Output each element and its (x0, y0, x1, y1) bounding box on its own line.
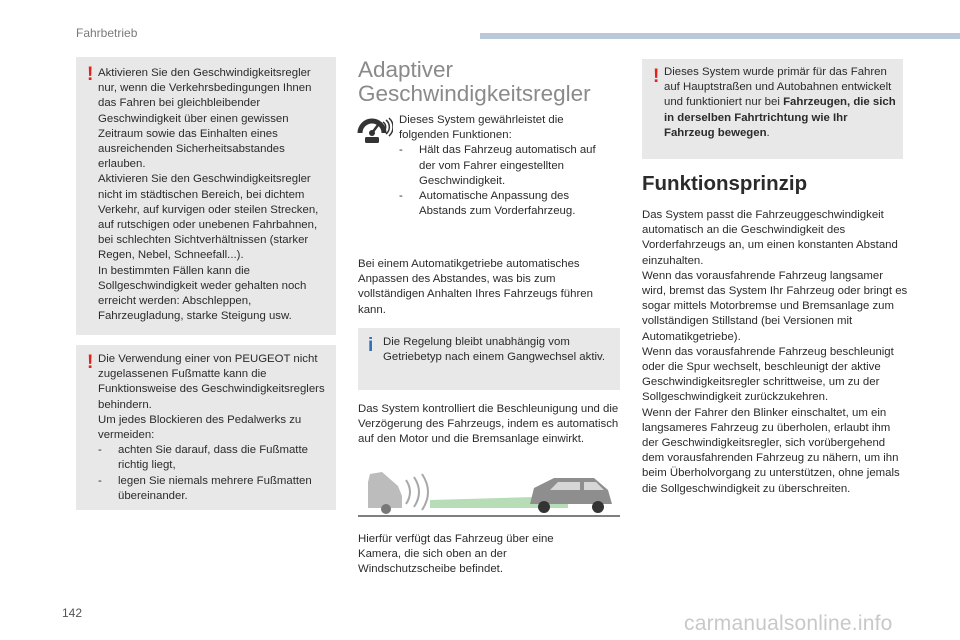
header-bar (480, 33, 960, 39)
list-item: - achten Sie darauf, dass die Fußmatte richtig liegt, (98, 444, 308, 472)
warning-box-1 (76, 57, 336, 335)
list-item: - Automatische Anpassung des Abstands zum Vorderfahrzeug. (399, 190, 576, 218)
automatic-gearbox-paragraph: Bei einem Automatikgetriebe automatisches Anpassen des Abstandes, was bis zum vollständigen Anhalten Ihres Fahrzeugs führen kann. (358, 258, 593, 316)
warning-3-bold-text: Fahrzeugen, die sich in derselben Fahrtrichtung wie Ihr Fahrzeug bewegen (664, 96, 896, 139)
warning-box-2 (76, 345, 336, 510)
section-heading: Funktionsprinzip (642, 172, 808, 195)
control-paragraph: Das System kontrolliert die Beschleunigung und die Verzögerung des Fahrzeugs, indem es automatisch auf den Motor und die Bremsanlage einwirkt. (358, 403, 619, 446)
warning-icon: ! (653, 66, 660, 87)
functions-intro: Dieses System gewährleistet die folgenden Funktionen: (399, 114, 564, 142)
principle-paragraph: Das System passt die Fahrzeuggeschwindigkeit automatisch an die Geschwindigkeit des Vorderfahrzeugs an, um einen konstanten Abstand einzuhalten. (642, 209, 898, 267)
camera-paragraph: Hierfür verfügt das Fahrzeug über eine Kamera, die sich oben an der Windschutzscheibe befindet. (358, 533, 554, 576)
info-text: Die Regelung bleibt unabhängig vom Getriebetyp nach einem Gangwechsel aktiv. (383, 336, 606, 364)
page-number: 142 (62, 606, 83, 620)
info-box (358, 328, 620, 390)
car-following-illustration (358, 466, 620, 518)
warning-1-paragraph-2: Aktivieren Sie den Geschwindigkeitsregler nicht im städtischen Bereich, bei dichtem Verkehr, auf kurvigen oder steilen Strecken, auf rutschigen oder unebenen Fahrbahnen, bei schlechten Sichtverhältnissen (starker Regen, Nebel, Schneefall...). (98, 173, 319, 262)
list-item: - Hält das Fahrzeug automatisch auf der vom Fahrer eingestellten Geschwindigkeit. (399, 144, 596, 187)
watermark: carmanualsonline.info (684, 612, 893, 635)
section-title: Fahrbetrieb (76, 26, 138, 40)
warning-2-paragraph-1: Die Verwendung einer von PEUGEOT nicht zugelassenen Fußmatte kann die Funktionsweise des Geschwindigkeitsreglers behindern. (98, 353, 325, 411)
warning-1-paragraph-1: Aktivieren Sie den Geschwindigkeitsregler nur, wenn die Verkehrsbedingungen Ihnen das Fahren bei gleichbleibender Geschwindigkeit über einen gewissen Zeitraum sowie das Einhalten eines ausreichenden Sicherheitsabstandes erlauben. (98, 67, 312, 171)
warning-icon: ! (87, 352, 94, 373)
principle-paragraph: Wenn das vorausfahrende Fahrzeug langsamer wird, bremst das System Ihr Fahrzeug oder bringt es sogar mittels Motorbremse und Bremsanlage zum vollständigen Stillstand (bei Versionen mit Automatikgetriebe). (642, 269, 908, 343)
warning-1-paragraph-3: In bestimmten Fällen kann die Sollgeschwindigkeit weder gehalten noch erreicht werden: Abschleppen, Fahrzeugladung, starke Steigung usw. (98, 264, 307, 323)
warning-icon: ! (87, 64, 94, 85)
list-item: - legen Sie niemals mehrere Fußmatten übereinander. (98, 474, 312, 502)
warning-box-3: ! Dieses System wurde primär für das Fahren auf Hauptstraßen und Autobahnen entwickelt und funktioniert nur bei Fahrzeugen, die sich in derselben Fahrtrichtung wie Ihr Fahrzeug bewegen. (642, 59, 903, 159)
speed-regulator-icon (357, 113, 393, 145)
principle-paragraph: Wenn das vorausfahrende Fahrzeug beschleunigt oder die Spur wechselt, beschleunigt der aktive Geschwindigkeitsregler schrittweise, um zu der Sollgeschwindigkeit zurückzukehren. (642, 345, 894, 404)
principle-paragraph: Wenn der Fahrer den Blinker einschaltet, um ein langsameres Fahrzeug zu überholen, erlaubt ihm der Geschwindigkeitsregler, sich vorübergehend dem vorausfahrenden Fahrzeug zu nähern, um ihn beim Überholvorgang zu unterstützen, ohne jemals die Sollgeschwindigkeit zu überschreiten. (642, 406, 900, 495)
warning-3-text: Dieses System wurde primär für das Fahren auf Hauptstraßen und Autobahnen entwickelt und funktioniert nur bei (664, 66, 892, 109)
page-title: Adaptiver Geschwindigkeitsregler (358, 57, 591, 106)
info-icon: i (368, 335, 374, 356)
warning-2-paragraph-2: Um jedes Blockieren des Pedalwerks zu vermeiden: (98, 413, 302, 442)
